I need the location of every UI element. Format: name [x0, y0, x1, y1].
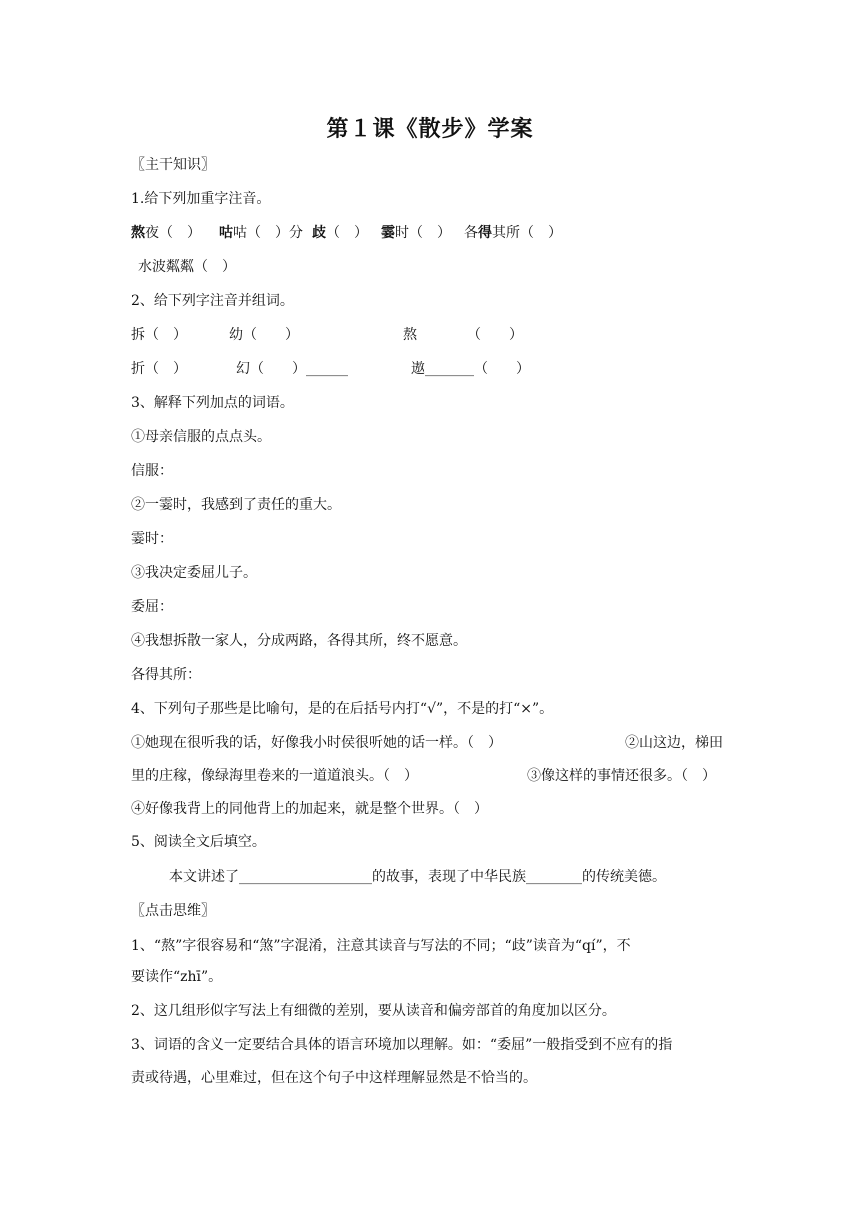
- q2-r1-c2: 幼（ ）: [229, 327, 299, 343]
- q2-r2-c2: 幻（ ）______: [236, 361, 348, 377]
- q4-sentence-4: ④好像我背上的同他背上的加起来，就是整个世界。（ ）: [131, 801, 488, 817]
- q4-sentence-2-end: 里的庄稼，像绿海里卷来的一道道浪头。（ ）: [131, 768, 418, 784]
- q4-heading: 4、下列句子那些是比喻句，是的在后括号内打“√”，不是的打“×”。: [131, 701, 554, 717]
- q3-term-2: 霎时：: [131, 531, 173, 547]
- q1-item-4: 霎时（ ）: [381, 225, 451, 241]
- q4-sentence-2-start: ②山这边，梯田: [625, 735, 723, 751]
- q3-sentence-1: ①母亲信服的点点头。: [131, 429, 271, 445]
- tip-3-line1: 3、词语的含义一定要结合具体的语言环境加以理解。如：“委屈”一般指受到不应有的指: [131, 1037, 673, 1053]
- tip-2: 2、这几组形似字写法上有细微的差别，要从读音和偏旁部首的角度加以区分。: [131, 1003, 616, 1019]
- q2-r2-c1: 折（ ）: [131, 361, 187, 377]
- section-heading-main: 〖主干知识〗: [131, 157, 215, 173]
- q1-item-2: 咕咕（ ）分: [219, 225, 303, 241]
- q3-sentence-4: ④我想拆散一家人，分成两路，各得其所，终不愿意。: [131, 633, 467, 649]
- q3-term-3: 委屈：: [131, 599, 173, 615]
- page-title: 第１课《散步》学案: [326, 117, 534, 142]
- q2-heading: 2、给下列字注音并组词。: [131, 293, 294, 309]
- q3-heading: 3、解释下列加点的词语。: [131, 395, 294, 411]
- q1-item-3: 歧（ ）: [312, 225, 368, 241]
- q1-item-1: 熬夜（ ）: [131, 225, 201, 241]
- q1-heading: 1.给下列加重字注音。: [131, 191, 271, 207]
- q4-sentence-3: ③像这样的事情还很多。（ ）: [527, 768, 716, 784]
- q3-term-1: 信服：: [131, 463, 173, 479]
- q5-fill-text: 本文讲述了___________________的故事，表现了中华民族________的传统美德。: [169, 869, 666, 885]
- section-heading-thinking: 〖点击思维〗: [131, 903, 215, 919]
- q2-r1-c1: 拆（ ）: [131, 327, 187, 343]
- q1-item-5: 各得其所（ ）: [464, 225, 562, 241]
- q4-sentence-1: ①她现在很听我的话，好像我小时侯很听她的话一样。（ ）: [131, 735, 502, 751]
- q2-r1-c4: （ ）: [467, 327, 523, 343]
- tip-3-line2: 责或待遇，心里难过，但在这个句子中这样理解显然是不恰当的。: [131, 1070, 537, 1086]
- q2-r1-c3: 熬: [403, 327, 417, 343]
- tip-1-line1: 1、“熬”字很容易和“煞”字混淆，注意其读音与写法的不同；“歧”读音为“qí”，不: [131, 938, 631, 954]
- q3-sentence-3: ③我决定委屈儿子。: [131, 565, 257, 581]
- tip-1-line2: 要读作“zhī”。: [131, 969, 223, 985]
- q3-sentence-2: ②一霎时，我感到了责任的重大。: [131, 497, 341, 513]
- q3-term-4: 各得其所：: [131, 667, 201, 683]
- q1-line2: 水波粼粼（ ）: [138, 259, 236, 275]
- q5-heading: 5、阅读全文后填空。: [131, 834, 266, 850]
- q2-r2-c3: 遨_______（ ）: [411, 361, 530, 377]
